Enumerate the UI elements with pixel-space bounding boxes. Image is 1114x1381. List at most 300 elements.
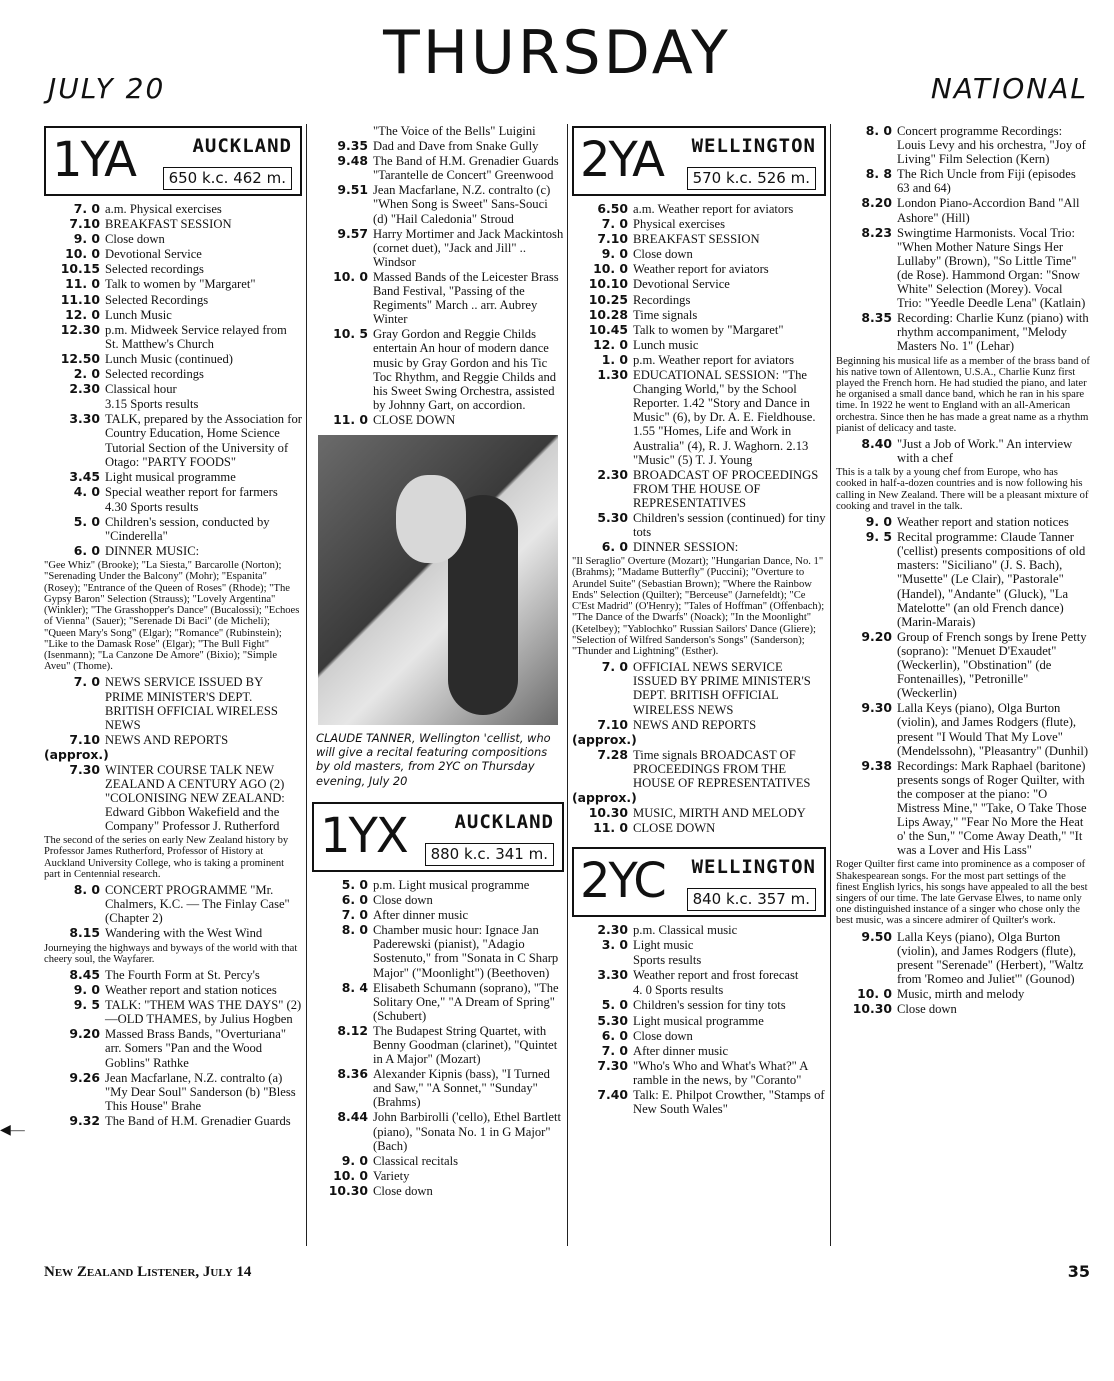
programme-note: The second of the series on early New Zealand history by Professor James Rutherford, Professor of History at Auckland University College, who is taking a prominent part in Centennial research. [44, 835, 289, 880]
station-city: WELLINGTON [691, 855, 816, 878]
programme-list [572, 923, 826, 1116]
entry-time: 6. 0 [601, 1027, 628, 1043]
entry-description: Talk to women by "Margaret" [105, 277, 256, 292]
entry-time: 8. 0 [865, 124, 892, 138]
entry-time: 9. 0 [865, 514, 892, 530]
programme-entry [44, 323, 302, 351]
entry-description: Weather report for aviators [633, 262, 769, 277]
entry-description: The Band of H.M. Grenadier Guards "Tarantelle de Concert" Greenwood [373, 154, 559, 183]
entry-description: Close down [105, 232, 165, 247]
programme-entry [836, 987, 1090, 1001]
entry-time: 7. 0 [341, 907, 368, 923]
entry-description: Wandering with the West Wind [105, 926, 263, 941]
programme-entry [44, 926, 302, 940]
entry-time: 7.28 [597, 746, 628, 762]
entry-time: 9. 5 [865, 529, 892, 545]
entry-description: 3.15 Sports results [105, 397, 199, 412]
programme-entry [836, 701, 1090, 757]
entry-description: Dad and Dave from Snake Gully [373, 139, 539, 154]
programme-entry [312, 1184, 564, 1198]
entry-description: Jean Macfarlane, N.Z. contralto (c) "When Song is Sweet" Sans-Souci (d) "Hail Caledonia" Stroud [373, 183, 551, 226]
entry-description: Light music [633, 938, 694, 953]
entry-description: p.m. Weather report for aviators [633, 352, 795, 367]
entry-time [44, 397, 105, 411]
programme-entry [44, 748, 302, 762]
programme-entry [572, 923, 826, 937]
programme-entry [312, 981, 564, 1023]
programme-entry [572, 308, 826, 322]
programme-entry [572, 468, 826, 510]
day-title: THURSDAY [383, 18, 731, 88]
entry-description: Weather report and station notices [105, 983, 277, 998]
entry-time: 9.48 [337, 153, 368, 169]
entry-time: 7. 0 [73, 201, 100, 216]
entry-time: 8.44 [337, 1109, 368, 1125]
programme-note: Roger Quilter first came into prominence as a composer of Shakespearean songs. For the most part settings of the finest English lyrics, his songs have appealed to all the best singers of our time. The late Gervase Elwes, to name only one distinguished instance of a singer who chose only the best music, was a sincere admirer of Quilter's work. [836, 859, 1088, 927]
entry-description: Recording: Charlie Kunz (piano) with rhythm accompaniment, "Melody Masters No. 1" (Lehar) [897, 311, 1089, 354]
footer-publication: New Zealand Listener, July 14 [44, 1264, 252, 1280]
entry-description: Lalla Keys (piano), Olga Burton (violin), and James Rodgers (flute), present "Serenade" (Herbert), "Waltz from 'Romeo and Juliet'" (Gounod) [897, 929, 1084, 986]
entry-time: 9.20 [861, 628, 892, 644]
station-city: WELLINGTON [691, 135, 816, 157]
entry-time: 8.36 [337, 1066, 368, 1082]
entry-time: 5.30 [597, 509, 628, 525]
programme-entry [44, 382, 302, 396]
entry-description: Close down [633, 247, 693, 262]
entry-description: BREAKFAST SESSION [633, 232, 760, 247]
entry-time: 7.30 [69, 761, 100, 777]
programme-entry [44, 763, 302, 833]
programme-entry [312, 908, 564, 922]
programme-entry [572, 733, 826, 747]
programme-entry [572, 262, 826, 276]
programme-entry [44, 293, 302, 307]
programme-entry [312, 327, 564, 412]
entry-time: 10.30 [328, 1182, 368, 1198]
entry-time: 2.30 [69, 381, 100, 397]
entry-description: CLOSE DOWN [373, 412, 456, 427]
station-logo: 1YA [52, 132, 135, 188]
entry-description: Devotional Service [105, 247, 202, 262]
entry-time: 8. 0 [341, 922, 368, 938]
entry-time: 8.20 [861, 195, 892, 211]
programme-entry [572, 1044, 826, 1058]
station-frequency: 650 k.c. 462 m. [163, 167, 292, 190]
entry-description: p.m. Light musical programme [373, 877, 530, 892]
entry-time [312, 124, 373, 138]
entry-description: Recital programme: Claude Tanner ('cellist) presents compositions of old masters: "Siciliano" (J. S. Bach), "Musette" (Le Clair), "Pastorale" (Handel), "Andante" (Gluck), "La Matelotte" (an old French dance) (Marin-Marais) [897, 530, 1086, 629]
entry-time: 10.25 [588, 291, 628, 307]
entry-time: 9. 5 [73, 997, 100, 1013]
entry-description: 4. 0 Sports results [633, 983, 724, 998]
entry-description: After dinner music [633, 1043, 729, 1058]
entry-time: 10.10 [588, 276, 628, 292]
programme-entry [572, 953, 826, 967]
programme-entry [572, 247, 826, 261]
entry-description: Massed Bands of the Leicester Brass Band Festival, "Passing of the Regiments" March .. arr. Aubrey Winter [373, 269, 559, 327]
entry-time: 9.20 [69, 1026, 100, 1042]
entry-description: Close down [373, 893, 433, 908]
programme-entry [44, 485, 302, 499]
programme-entry [312, 1154, 564, 1168]
entry-time: 10. 0 [333, 1167, 368, 1183]
entry-time: 7.10 [69, 216, 100, 232]
entry-time: 9. 0 [73, 982, 100, 998]
programme-note: "Il Seraglio" Overture (Mozart); "Hungarian Dance, No. 1" (Brahms); "Madame Butterfly" (Puccini); "Overture to Arundel Suite" (Sebastian Brown); "Where the Rainbow Ends" Selection (Quilter); "Berceuse" (Jarnefeldt); "Ce C'Est Madrid" (O'Henry); "Tales of Hoffman" (Offenbach); "The Dance of the Dwarfs" (Noack); "In the Moonlight" (Ketelbey); "Yablochko" Russian Sailors' Dance (Gliere); "Selection of Wilfred Sanderson's Songs" (Sanderson); "Thunder and Lightning" (Esther). [572, 556, 825, 657]
entry-description: Children's session (continued) for tiny tots [633, 510, 826, 540]
programme-entry [44, 308, 302, 322]
programme-entry [572, 718, 826, 732]
entry-description: Group of French songs by Irene Petty (soprano): "Menuet D'Exaudet" (Weckerlin), "Obstination" (de Fontenailles), "Petronille" (Weckerlin) [897, 629, 1087, 701]
entry-description: "Just a Job of Work." An interview with a chef [897, 437, 1073, 466]
entry-time: 8.35 [861, 310, 892, 326]
programme-entry [572, 338, 826, 352]
programme-entry [572, 368, 826, 467]
entry-description: WINTER COURSE TALK NEW ZEALAND A CENTURY AGO (2) "COLONISING NEW ZEALAND: Edward Gibbon Wakefield and the Company" Professor J. Rutherford [105, 762, 285, 834]
entry-description: Special weather report for farmers [105, 484, 278, 499]
programme-entry [44, 470, 302, 484]
entry-time: 9.26 [69, 1069, 100, 1085]
station-city: AUCKLAND [192, 135, 292, 157]
entry-description: Physical exercises [633, 217, 725, 232]
entry-description: a.m. Weather report for aviators [633, 202, 794, 216]
entry-time: 10. 0 [65, 246, 100, 262]
station-city: AUCKLAND [454, 810, 554, 833]
entry-time: 9. 0 [341, 1152, 368, 1168]
programme-entry [836, 930, 1090, 986]
entry-time: 6. 0 [341, 892, 368, 908]
column-2ya [572, 124, 826, 1246]
entry-time: 5. 0 [73, 513, 100, 529]
programme-entry [312, 227, 564, 269]
entry-description: Alexander Kipnis (bass), "I Turned and Saw," "A Sonnet," "Sunday" (Brahms) [373, 1067, 550, 1110]
entry-time: 6.50 [597, 201, 628, 216]
programme-entry [836, 167, 1090, 195]
entry-time: 9.51 [337, 182, 368, 198]
entry-time: 4. 0 [73, 483, 100, 499]
column-rule [306, 124, 307, 1246]
entry-time: 7.30 [597, 1057, 628, 1073]
station-header-2ya [572, 126, 826, 196]
entry-description [105, 748, 302, 762]
entry-description: DINNER SESSION: [633, 540, 739, 555]
entry-description: Classical hour [105, 382, 177, 397]
programme-entry [572, 1088, 826, 1116]
programme-entry [312, 124, 564, 138]
programme-entry [572, 968, 826, 982]
station-frequency: 840 k.c. 357 m. [687, 888, 816, 911]
entry-description: Gray Gordon and Reggie Childs entertain An hour of modern dance music by Gray Gordon and his Tic Toc Rhythm, and Reggie Childs and his Sweet Swing Orchestra, assisted by Johnny Gart, on accordion. [373, 327, 557, 412]
entry-time: 8. 8 [865, 166, 892, 182]
programme-entry [44, 232, 302, 246]
entry-description: Children's session for tiny tots [633, 998, 786, 1013]
entry-time: 7.10 [597, 716, 628, 732]
programme-entry [572, 821, 826, 835]
entry-time: 10. 0 [857, 986, 892, 1002]
entry-time: (approx.) [44, 746, 109, 762]
entry-description: BREAKFAST SESSION [105, 217, 232, 232]
entry-description: "Who's Who and What's What?" A ramble in the news, by "Coranto" [633, 1058, 808, 1087]
entry-description: Time signals BROADCAST OF PROCEEDINGS FROM THE HOUSE OF REPRESENTATIVES [633, 747, 811, 790]
entry-time: 3.45 [69, 468, 100, 484]
network-label: NATIONAL [930, 72, 1088, 105]
programme-entry [44, 1071, 302, 1113]
entry-description [633, 733, 826, 747]
station-frequency: 880 k.c. 341 m. [425, 843, 554, 866]
entry-description: CONCERT PROGRAMME "Mr. Chalmers, K.C. — The Finlay Case" (Chapter 2) [105, 883, 290, 926]
programme-entry [312, 1067, 564, 1109]
entry-time: 9.30 [861, 700, 892, 716]
entry-time: 9.50 [861, 928, 892, 944]
entry-description: p.m. Midweek Service relayed from St. Matthew's Church [105, 322, 287, 351]
programme-entry [44, 883, 302, 925]
column-rule [830, 124, 831, 1246]
entry-time: 6. 0 [601, 539, 628, 555]
entry-time [572, 953, 633, 967]
programme-entry [312, 878, 564, 892]
programme-entry [836, 437, 1090, 465]
programme-entry [836, 530, 1090, 629]
entry-description: Recordings: Mark Raphael (baritone) presents songs of Roger Quilter, with the composer at the piano: "O Mistress Mine," "Take, O Take Those Lips Away," "Fear No More the Heat o' the Sun," "Come Away Death," "It was a Lover and His Lass" [897, 758, 1087, 858]
entry-description: Concert programme Recordings: Louis Levy and his orchestra, "Joy of Living" Film Selection (Kern) [897, 124, 1086, 167]
entry-description: Time signals [633, 307, 698, 322]
programme-list [44, 202, 302, 1128]
entry-description: Elisabeth Schumann (soprano), "The Solitary One," "A Dream of Spring" (Schubert) [373, 980, 559, 1023]
programme-entry [572, 217, 826, 231]
entry-time: (approx.) [572, 731, 637, 747]
programme-note: "Gee Whiz" (Brooke); "La Siesta," Barcarolle (Norton); "Serenading Under the Balcony" (Mohr); "Espanita" (Rosey); "Entrance of the Queen of Roses" (Rhode); "The Gypsy Baron" Selection (Strauss); "Lovely Argentina" (Winkler); "The Grasshopper's Dance" (Bucalossi); "Echoes of Vienna" (Sauer); "Serenade Di Baci" (de Micheli); "Queen Mary's Song" (Elgar); "Romance" (Rubinstein); "Like to the Damask Rose" (Elgar); "The Bull Fight" (Isenmann); "La Canzone De Amore" (Bixio); "Simple Aveu" (Thome). [44, 560, 300, 673]
entry-description: Close down [897, 1002, 957, 1017]
entry-description: Weather report and station notices [897, 515, 1069, 530]
entry-time: 7.10 [69, 731, 100, 747]
programme-entry [572, 748, 826, 790]
entry-time: 10.28 [588, 306, 628, 322]
entry-description: Recordings [633, 292, 691, 307]
programme-entry [44, 352, 302, 366]
entry-time: 8.23 [861, 224, 892, 240]
entry-time: 10. 0 [593, 261, 628, 277]
programme-entry [836, 196, 1090, 224]
entry-time: 8.12 [337, 1022, 368, 1038]
programme-entry [572, 998, 826, 1012]
column-rule [567, 124, 568, 1246]
programme-note: This is a talk by a young chef from Europe, who has cooked in half-a-dozen countries and is now following his calling in New Zealand. There will be a pleasant mixture of cooking and travel in the talk. [836, 467, 1089, 512]
entry-description: Light musical programme [105, 469, 236, 484]
face-shape [396, 475, 466, 563]
programme-entry [572, 660, 826, 716]
entry-time: 7. 0 [73, 674, 100, 690]
entry-time: 7.40 [597, 1086, 628, 1102]
entry-description: Light musical programme [633, 1013, 764, 1028]
programme-entry [44, 733, 302, 747]
entry-time [44, 500, 105, 514]
entry-time: 12.30 [60, 321, 100, 337]
programme-entry [44, 1027, 302, 1069]
entry-time: 2.30 [597, 921, 628, 937]
programme-entry [44, 367, 302, 381]
entry-description: Lunch Music [105, 307, 172, 322]
station-header-1ya [44, 126, 302, 196]
entry-description: MUSIC, MIRTH AND MELODY [633, 805, 806, 820]
programme-entry [312, 270, 564, 326]
programme-entry [44, 544, 302, 558]
entry-description: Variety [373, 1168, 410, 1183]
entry-description: DINNER MUSIC: [105, 544, 200, 559]
entry-time: 9.35 [337, 138, 368, 154]
entry-description: Selected recordings [105, 262, 204, 277]
programme-entry [44, 277, 302, 291]
programme-entry [44, 247, 302, 261]
entry-description: NEWS SERVICE ISSUED BY PRIME MINISTER'S DEPT. BRITISH OFFICIAL WIRELESS NEWS [105, 675, 278, 732]
programme-list [572, 202, 826, 835]
entry-time: 2.30 [597, 466, 628, 482]
entry-description: "The Voice of the Bells" Luigini [373, 124, 536, 138]
programme-entry [312, 1024, 564, 1066]
entry-time: 10.45 [588, 321, 628, 337]
entry-description: Chamber music hour: Ignace Jan Paderewski (pianist), "Adagio Sostenuto," from "Sonata in C Sharp Major" ("Moonlight") (Beethoven) [373, 923, 559, 980]
programme-entry [836, 515, 1090, 529]
programme-entry [836, 226, 1090, 311]
programme-entry [572, 1029, 826, 1043]
entry-time: 7. 0 [601, 659, 628, 675]
entry-description: a.m. Physical exercises [105, 202, 222, 216]
programme-entry [572, 983, 826, 997]
programme-entry [572, 232, 826, 246]
entry-time: 7. 0 [601, 1042, 628, 1058]
entry-description: The Fourth Form at St. Percy's [105, 967, 260, 982]
station-header-2yc [572, 847, 826, 917]
programme-entry [572, 277, 826, 291]
entry-time: 12. 0 [65, 306, 100, 322]
programme-entry [44, 217, 302, 231]
entry-time: 3.30 [597, 967, 628, 983]
entry-description: The Rich Uncle from Fiji (episodes 63 and 64) [897, 167, 1076, 196]
portrait-photo [318, 435, 558, 725]
entry-description: Classical recitals [373, 1153, 458, 1168]
entry-description: Devotional Service [633, 277, 730, 292]
programme-entry [572, 1059, 826, 1087]
entry-time: 10.15 [60, 261, 100, 277]
entry-description: Swingtime Harmonists. Vocal Trio: "When Mother Nature Sings Her Lullaby" (Brown), "So Little Time" (de Rose). Hammond Organ: "Snow White" Selection (Morey). Vocal Trio: "Yeedle Deedle Lena" (Katlain) [897, 225, 1086, 311]
entry-description [633, 791, 826, 805]
station-header-1yx [312, 802, 564, 872]
entry-time: 9.38 [861, 757, 892, 773]
programme-entry [44, 515, 302, 543]
entry-time: 3.30 [69, 411, 100, 427]
entry-description: TALK, prepared by the Association for Country Education, Home Science Tutorial Section of the University of Otago: "PARTY FOODS" [105, 412, 302, 469]
programme-entry [44, 1114, 302, 1128]
entry-description: The Budapest String Quartet, with Benny Goodman (clarinet), "Quintet in A Major" (Mozart) [373, 1023, 558, 1067]
entry-time: 9.32 [69, 1112, 100, 1128]
programme-list [836, 124, 1090, 1016]
programme-entry [836, 759, 1090, 858]
programme-entry [44, 262, 302, 276]
entry-description: Close down [633, 1028, 693, 1043]
entry-description: p.m. Classical music [633, 922, 738, 937]
programme-entry [836, 630, 1090, 700]
column-2ya-cont [836, 124, 1090, 1246]
entry-description: Lunch Music (continued) [105, 351, 234, 366]
entry-time: 12. 0 [593, 336, 628, 352]
programme-entry [836, 124, 1090, 166]
programme-entry [44, 983, 302, 997]
entry-time: 5. 0 [341, 876, 368, 892]
entry-description: EDUCATIONAL SESSION: "The Changing World," by the School Reporter. 1.42 "Story and Dance in Music" (6), by Dr. A. E. Fieldhouse. 1.55 "Homes, Life and Work in Australia" (4), R. J. Waghorn. 2.13 "Music" (5) T. J. Young [633, 368, 816, 467]
programme-entry [44, 675, 302, 731]
programme-entry [312, 1169, 564, 1183]
entry-description: Children's session, conducted by "Cinderella" [105, 514, 270, 544]
entry-description: Close down [373, 1183, 433, 1198]
entry-description: Lunch music [633, 337, 699, 352]
programme-entry [572, 323, 826, 337]
entry-description: Jean Macfarlane, N.Z. contralto (a) "My Dear Soul" Sanderson (b) "Bless This House" Brahe [105, 1070, 296, 1113]
entry-description: TALK: "THEM WAS THE DAYS" (2)—OLD THAMES, by Julius Hogben [105, 998, 302, 1027]
programme-entry [44, 202, 302, 216]
programme-entry [572, 806, 826, 820]
programme-note: Journeying the highways and byways of the world with that cheery soul, the Wayfarer. [44, 942, 298, 965]
entry-description: NEWS AND REPORTS [105, 732, 229, 747]
entry-time: 11.10 [60, 291, 100, 307]
entry-time: 9.57 [337, 225, 368, 241]
entry-description: Music, mirth and melody [897, 987, 1025, 1002]
entry-time [572, 983, 633, 997]
entry-time: 7.10 [597, 231, 628, 247]
programme-entry [572, 791, 826, 805]
entry-description: John Barbirolli ('cello), Ethel Bartlett (piano), "Sonata No. 1 in G Major" (Bach) [373, 1110, 561, 1153]
entry-time: 10. 0 [333, 268, 368, 284]
entry-time: 8.40 [861, 436, 892, 452]
programme-entry [572, 293, 826, 307]
entry-time: 8.45 [69, 966, 100, 982]
entry-time: 8.15 [69, 925, 100, 941]
entry-description: Lalla Keys (piano), Olga Burton (violin), and James Rodgers (flute), present "I Would That My Love" (Mendelssohn), "Pleasantry" (Dunhil) [897, 701, 1089, 758]
entry-time: 10.30 [588, 804, 628, 820]
programme-entry [44, 500, 302, 514]
programme-list [312, 878, 564, 1198]
programme-entry [312, 1110, 564, 1152]
entry-time: 2. 0 [73, 366, 100, 382]
entry-description: Weather report and frost forecast [633, 968, 799, 983]
programme-entry [836, 311, 1090, 353]
photo-caption: CLAUDE TANNER, Wellington 'cellist, who will give a recital featuring compositions by old masters, from 2YC on Thursday evening, July 20 [316, 730, 551, 788]
station-logo: 1YX [320, 807, 407, 864]
column-1ya-cont [312, 124, 564, 1246]
entry-description: NEWS AND REPORTS [633, 717, 757, 732]
programme-entry [312, 139, 564, 153]
programme-entry [312, 893, 564, 907]
column-1ya [44, 124, 302, 1246]
page-number: 35 [1067, 1262, 1090, 1281]
station-logo: 2YC [580, 852, 665, 909]
entry-time: 9. 0 [601, 246, 628, 262]
entry-time: 3. 0 [601, 937, 628, 953]
programme-entry [572, 202, 826, 216]
entry-time: 10.30 [852, 1001, 892, 1017]
programme-entry [44, 412, 302, 468]
programme-entry [44, 998, 302, 1026]
programme-list [312, 124, 564, 427]
entry-time: 5.30 [597, 1012, 628, 1028]
entry-time: 11. 0 [593, 819, 628, 835]
entry-description: Harry Mortimer and Jack Mackintosh (cornet duet), "Jack and Jill" .. Windsor [373, 226, 564, 269]
entry-description: Sports results [633, 953, 702, 968]
station-logo: 2YA [580, 132, 663, 188]
entry-description: OFFICIAL NEWS SERVICE ISSUED BY PRIME MINISTER'S DEPT. BRITISH OFFICIAL WIRELESS NEWS [633, 660, 811, 717]
programme-note: Beginning his musical life as a member of the brass band of his native town of Allentown, U.S.A., Charlie Kunz first played the French horn. He had studied the piano, and later he organised a small dance band, which he ran in his spare time. In 1922 he went to England with an all-American orchestra. Since then he has made a great name as a rhythm pianist of delicacy and taste. [836, 355, 1090, 434]
entry-description: Selected recordings [105, 367, 204, 382]
entry-time: 5. 0 [601, 997, 628, 1013]
entry-description: BROADCAST OF PROCEEDINGS FROM THE HOUSE OF REPRESENTATIVES [633, 467, 819, 510]
